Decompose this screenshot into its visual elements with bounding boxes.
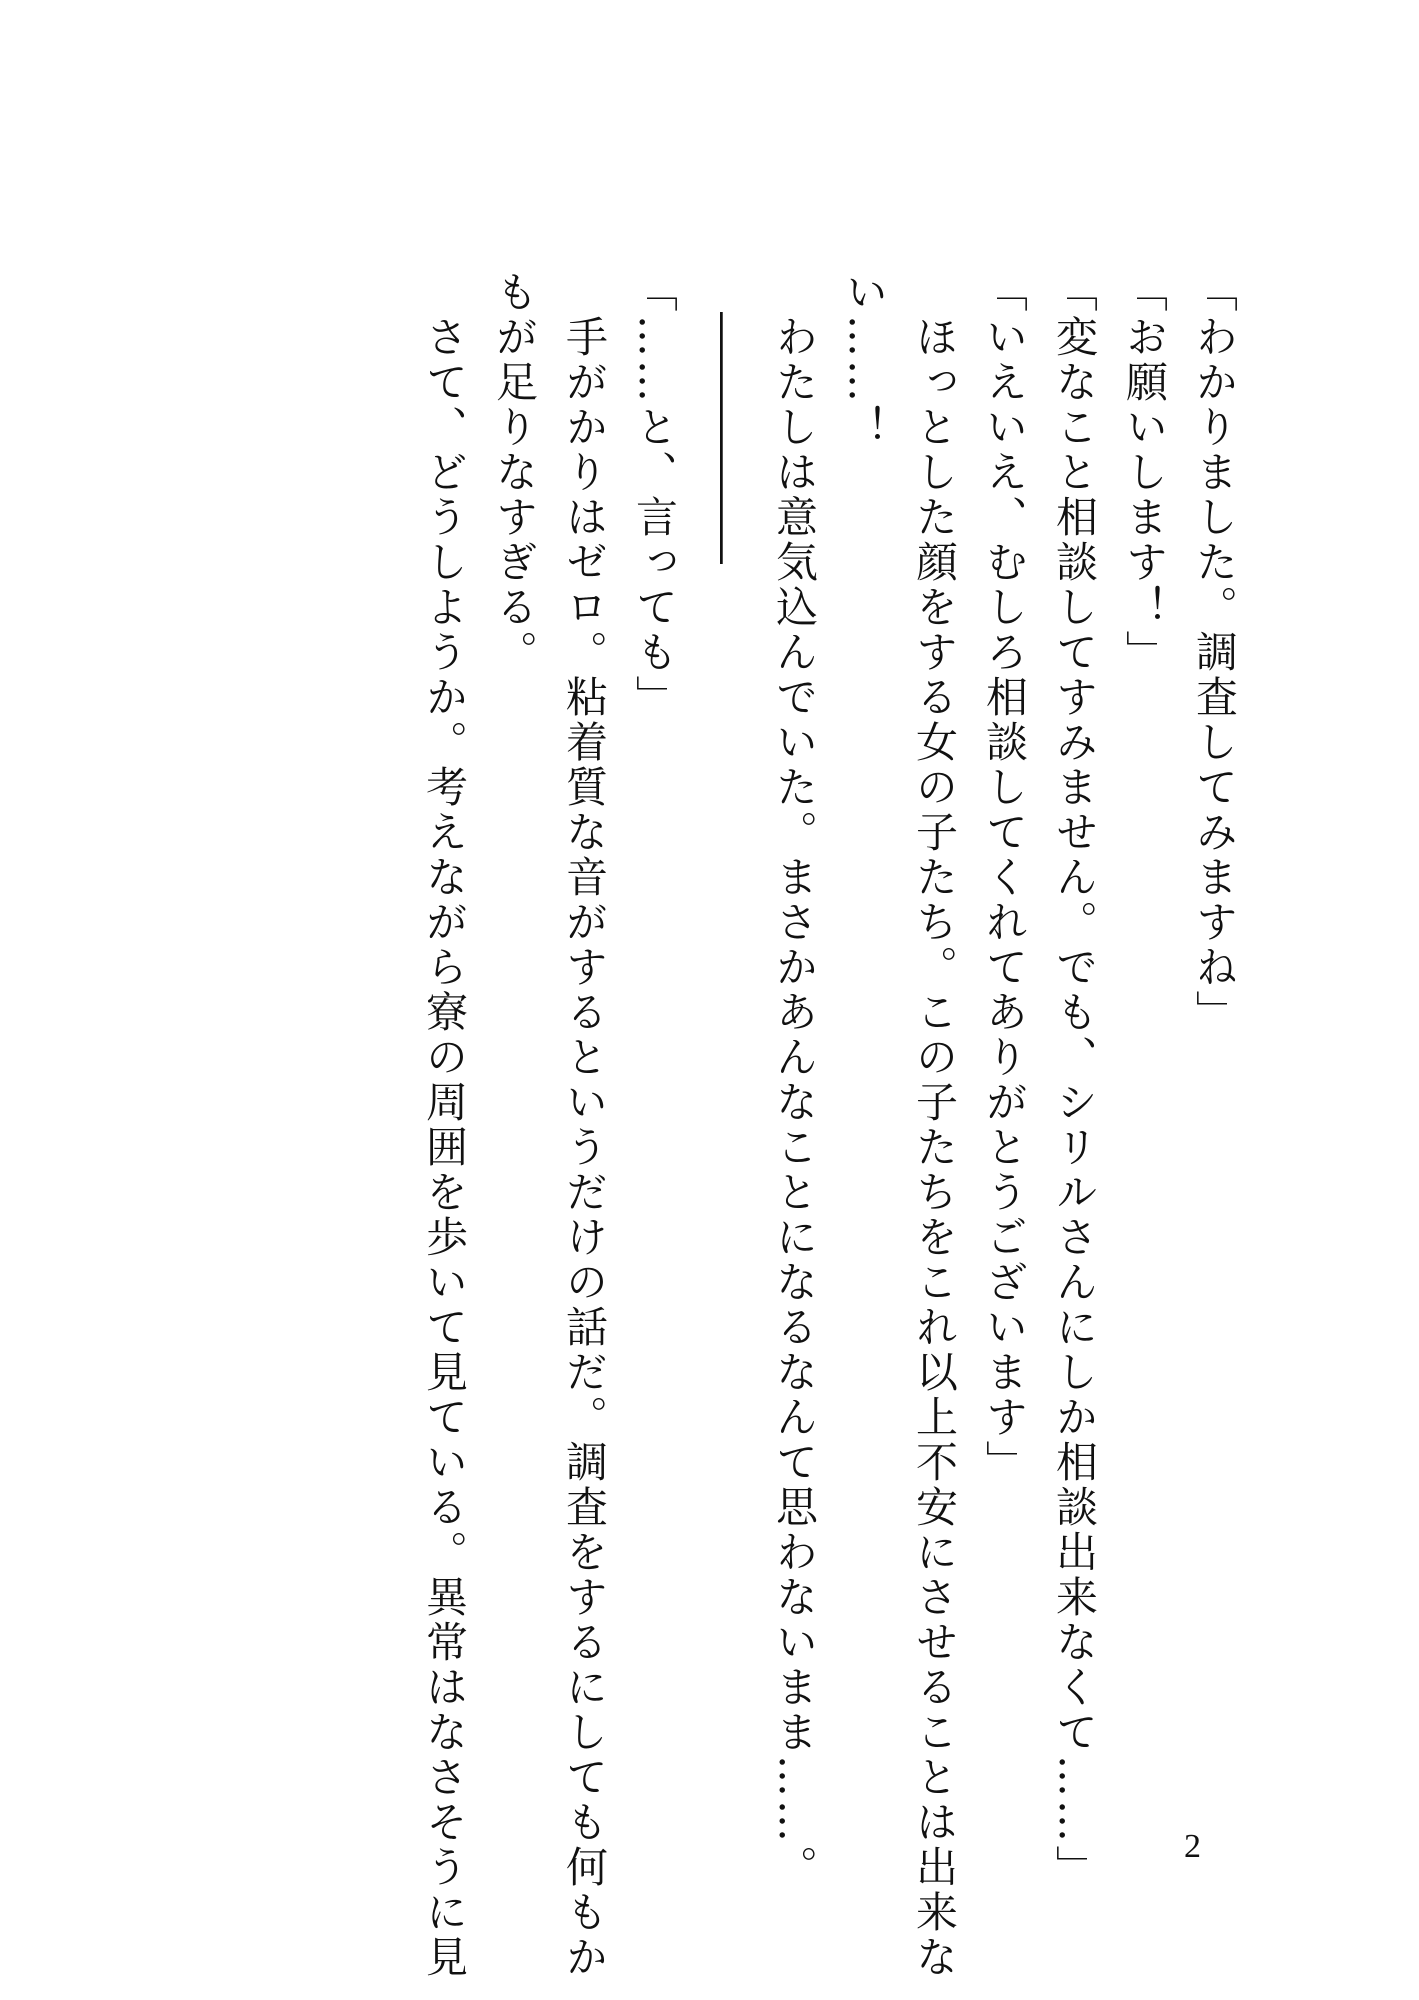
scene-break-dash: ―――――― (700, 270, 749, 564)
page-number: 2 (1184, 1828, 1201, 1865)
text-line: 「いえいえ、むしろ相談してくれてありがとうございます」 (980, 270, 1029, 1485)
text-line: もが足りなすぎる。 (490, 270, 539, 675)
text-line: 手がかりはゼロ。粘着質な音がするというだけの話だ。調査をするにしても何もか (560, 270, 609, 1980)
text-line: 「……と、言っても」 (630, 270, 679, 720)
text-line: わたしは意気込んでいた。まさかあんなことになるなんて思わないまま……。 (770, 270, 819, 1890)
text-line: さて、どうしようか。考えながら寮の周囲を歩いて見ている。異常はなさそうに見 (420, 270, 469, 1980)
text-line: 「変なこと相談してすみません。でも、シリルさんにしか相談出来なくて……」 (1050, 270, 1099, 1890)
text-line: 「お願いします！」 (1120, 270, 1169, 675)
text-line: ほっとした顔をする女の子たち。この子たちをこれ以上不安にさせることは出来な (910, 270, 959, 1980)
text-line: 「わかりました。調査してみますね」 (1190, 270, 1239, 1035)
text-line: い……！ (840, 270, 889, 450)
vertical-text-body (409, 270, 1249, 1980)
